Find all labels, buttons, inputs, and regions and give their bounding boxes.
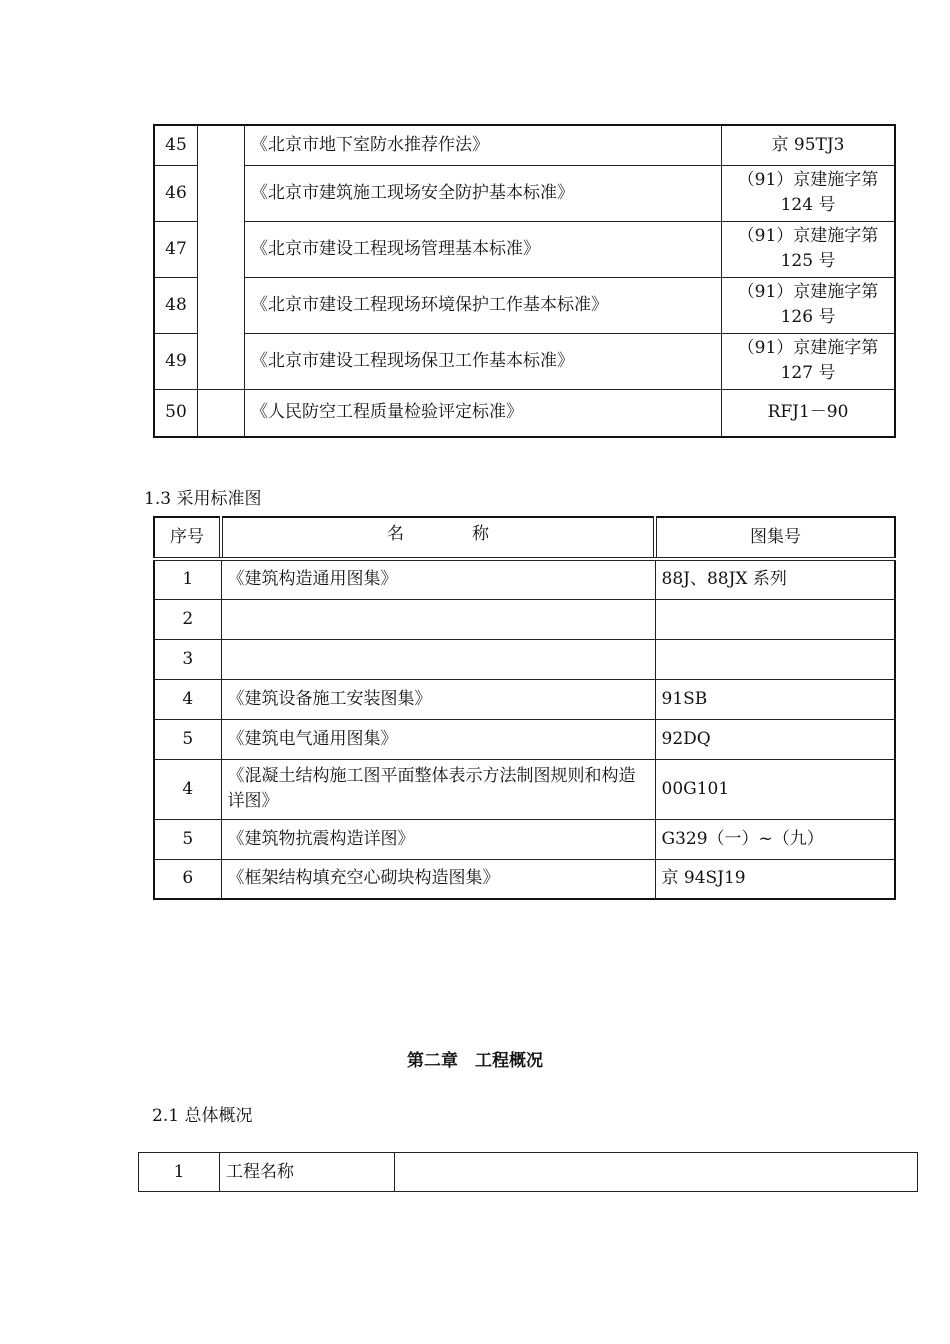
table-row bbox=[154, 639, 895, 679]
drawing-code bbox=[655, 599, 895, 639]
table-row bbox=[154, 221, 895, 277]
drawing-name: 《建筑构造通用图集》 bbox=[221, 559, 655, 599]
standard-name: 《北京市建筑施工现场安全防护基本标准》 bbox=[245, 165, 722, 221]
standards-table bbox=[153, 124, 896, 438]
drawing-code: 92DQ bbox=[655, 719, 895, 759]
drawing-code: 00G101 bbox=[655, 759, 895, 819]
table-row bbox=[154, 559, 895, 599]
drawing-name: 《框架结构填充空心砌块构造图集》 bbox=[221, 859, 655, 899]
row-number: 6 bbox=[154, 859, 221, 899]
drawing-code: 91SB bbox=[655, 679, 895, 719]
blank-cell bbox=[198, 389, 245, 437]
table-row bbox=[154, 859, 895, 899]
standard-name: 《北京市建设工程现场环境保护工作基本标准》 bbox=[245, 277, 722, 333]
table-row bbox=[139, 1153, 918, 1192]
table-row bbox=[154, 719, 895, 759]
row-number: 2 bbox=[154, 599, 221, 639]
table-row bbox=[154, 819, 895, 859]
row-number: 3 bbox=[154, 639, 221, 679]
standard-name: 《人民防空工程质量检验评定标准》 bbox=[245, 389, 722, 437]
table-row bbox=[154, 125, 895, 165]
drawing-code: 京 94SJ19 bbox=[655, 859, 895, 899]
row-number: 5 bbox=[154, 719, 221, 759]
section-heading-2-1: 2.1 总体概况 bbox=[152, 1106, 253, 1126]
overview-table bbox=[138, 1152, 918, 1192]
row-number: 49 bbox=[154, 333, 198, 389]
table-row bbox=[154, 165, 895, 221]
standard-code: （91）京建施字第 127 号 bbox=[722, 333, 896, 389]
table-header-row bbox=[154, 517, 895, 559]
drawing-name: 《混凝土结构施工图平面整体表示方法制图规则和构造详图》 bbox=[221, 759, 655, 819]
drawing-name bbox=[221, 599, 655, 639]
drawing-code bbox=[655, 639, 895, 679]
chapter-title: 第二章 工程概况 bbox=[407, 1051, 543, 1071]
row-number: 46 bbox=[154, 165, 198, 221]
standard-code: （91）京建施字第 126 号 bbox=[722, 277, 896, 333]
field-label: 工程名称 bbox=[220, 1153, 395, 1192]
field-value bbox=[395, 1153, 918, 1192]
header-code: 图集号 bbox=[655, 517, 895, 559]
drawings-table bbox=[153, 516, 896, 900]
row-number: 4 bbox=[154, 679, 221, 719]
table-row bbox=[154, 333, 895, 389]
drawing-name: 《建筑设备施工安装图集》 bbox=[221, 679, 655, 719]
drawing-code: G329（一）~（九） bbox=[655, 819, 895, 859]
drawing-name: 《建筑物抗震构造详图》 bbox=[221, 819, 655, 859]
standard-name: 《北京市建设工程现场管理基本标准》 bbox=[245, 221, 722, 277]
table-row bbox=[154, 759, 895, 819]
section-heading-1-3: 1.3 采用标准图 bbox=[144, 489, 262, 509]
table-row bbox=[154, 599, 895, 639]
drawing-name: 《建筑电气通用图集》 bbox=[221, 719, 655, 759]
row-number: 4 bbox=[154, 759, 221, 819]
table-row bbox=[154, 389, 895, 437]
header-name: 名 称 bbox=[221, 517, 655, 559]
drawing-code: 88J、88JX 系列 bbox=[655, 559, 895, 599]
row-number: 1 bbox=[154, 559, 221, 599]
row-number: 45 bbox=[154, 125, 198, 165]
drawing-name bbox=[221, 639, 655, 679]
standard-code: RFJ1－90 bbox=[722, 389, 896, 437]
table-row bbox=[154, 277, 895, 333]
row-number: 50 bbox=[154, 389, 198, 437]
row-number: 5 bbox=[154, 819, 221, 859]
standard-code: （91）京建施字第 125 号 bbox=[722, 221, 896, 277]
merged-category-cell bbox=[198, 125, 245, 389]
standard-code: （91）京建施字第 124 号 bbox=[722, 165, 896, 221]
row-number: 48 bbox=[154, 277, 198, 333]
header-number: 序号 bbox=[154, 517, 221, 559]
standard-name: 《北京市建设工程现场保卫工作基本标准》 bbox=[245, 333, 722, 389]
table-row bbox=[154, 679, 895, 719]
standard-code: 京 95TJ3 bbox=[722, 125, 896, 165]
standard-name: 《北京市地下室防水推荐作法》 bbox=[245, 125, 722, 165]
row-number: 1 bbox=[139, 1153, 220, 1192]
row-number: 47 bbox=[154, 221, 198, 277]
